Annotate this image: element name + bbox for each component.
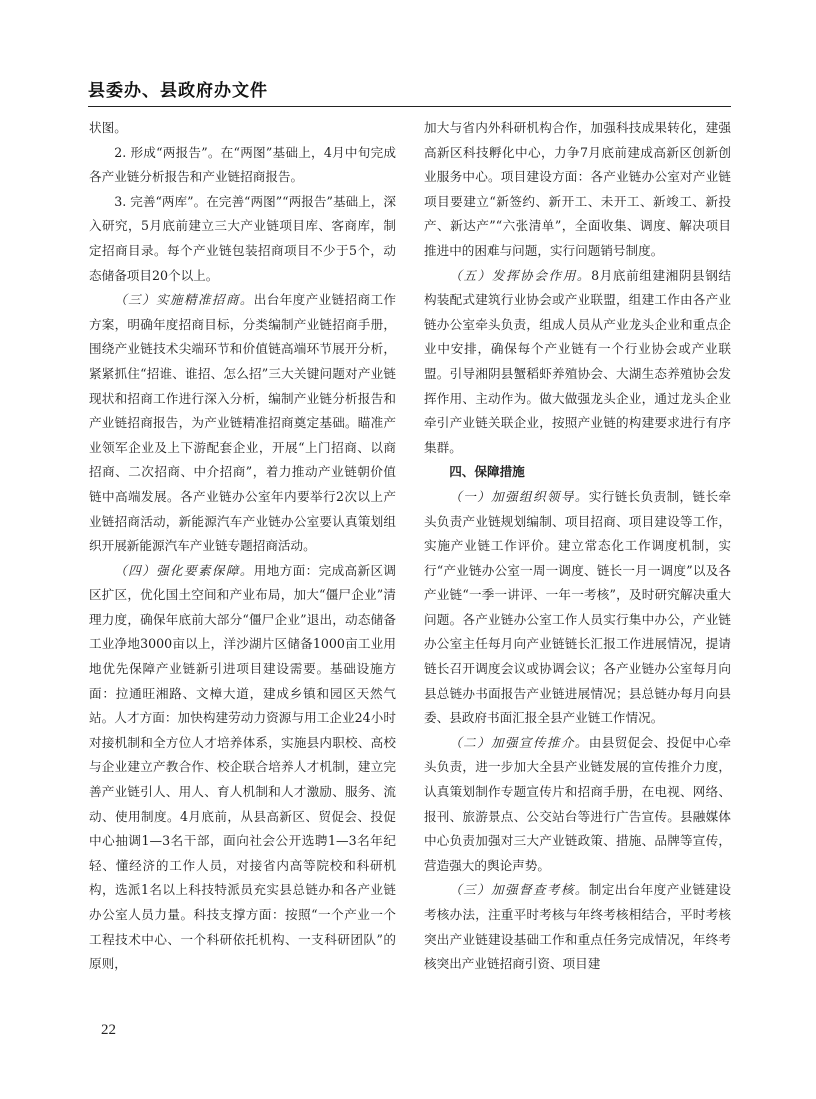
right-text-column bbox=[424, 116, 731, 1026]
paragraph-text: 状图。 bbox=[89, 120, 127, 135]
paragraph-text: 出台年度产业链招商工作方案，明确年度招商目标，分类编制产业链招商手册，围绕产业链技术尖端环节和价值链高端环节展开分析，紧紧抓住“招谁、谁招、怎么招”三大关键问题对产业链现状和招商工作进行深入分析，编制产业链分析报告和产业链招商报告，为产业链精准招商奠定基础。瞄准产业领军企业及上下游配套企业，开展“上门招商、以商招商、二次招商、中介招商”，着力推动产业链朝价值链中高端发展。各产业链办公室年内要举行2次以上产业链招商活动，新能源汽车产业链办公室要认真策划组织开展新能源汽车产业链专题招商活动。 bbox=[89, 292, 396, 554]
paragraph-text: 实行链长负责制，链长牵头负责产业链规划编制、项目招商、项目建设等工作，实施产业链工作评价。建立常态化工作调度机制，实行“产业链办公室一周一调度、链长一月一调度”以及各产业链“一季一讲评、一年一考核”，及时研究解决重大问题。各产业链办公室工作人员实行集中办公，产业链办公室主任每月向产业链链长汇报工作进展情况，提请链长召开调度会议或协调会议；各产业链办公室每月向县总链办书面报告产业链进展情况；县总链办每月向县委、县政府书面汇报全县产业链工作情况。 bbox=[424, 488, 731, 726]
page-number: 22 bbox=[101, 1022, 116, 1038]
section-heading: 四、保障措施 bbox=[449, 464, 525, 480]
body-paragraph bbox=[424, 485, 731, 731]
document-header-title: 县委办、县政府办文件 bbox=[88, 81, 268, 101]
subsection-lead: （一）加强组织领导。 bbox=[449, 488, 589, 504]
body-paragraph bbox=[89, 559, 396, 977]
paragraph-text: 加大与省内外科研机构合作，加强科技成果转化，建强高新区科技孵化中心，力争7月底前建成高新区创新创业服务中心。项目建设方面：各产业链办公室对产业链项目要建立“新签约、新开工、未开工、新竣工、新投产、新达产”“六张清单”，全面收集、调度、解决项目推进中的困难与问题，实行问题销号制度。 bbox=[424, 120, 731, 258]
body-paragraph bbox=[89, 288, 396, 559]
paragraph-text: 由县贸促会、投促中心牵头负责，进一步加大全县产业链发展的宣传推介力度，认真策划制作专题宣传片和招商手册，在电视、网络、报刊、旅游景点、公交站台等进行广告宣传。县融媒体中心负责加强对三大产业链政策、措施、品牌等宣传，营造强大的舆论声势。 bbox=[424, 734, 731, 873]
paragraph-text: 8月底前组建湘阴县钢结构装配式建筑行业协会或产业联盟，组建工作由各产业链办公室牵头负责，组成人员从产业龙头企业和重点企业中安排，确保每个产业链有一个行业协会或产业联盟。引导湘阴县蟹稻虾养殖协会、大湖生态养殖协会发挥作用、主动作为。做大做强龙头企业，通过龙头企业牵引产业链关联企业，按照产业链的构建要求进行有序集群。 bbox=[424, 267, 731, 455]
subsection-lead: （五）发挥协会作用。 bbox=[449, 267, 592, 283]
body-paragraph bbox=[424, 731, 731, 879]
body-paragraph bbox=[89, 116, 396, 141]
body-paragraph bbox=[89, 190, 396, 288]
subsection-lead: （二）加强宣传推介。 bbox=[449, 734, 589, 750]
left-text-column bbox=[89, 116, 396, 1026]
paragraph-text: 用地方面：完成高新区调区扩区，优化国土空间和产业布局，加大“僵尸企业”清理力度，确保年底前大部分“僵尸企业”退出，动态储备工业净地3000亩以上，洋沙湖片区储备1000亩工业用地优先保障产业链新引进项目建设需要。基础设施方面：拉通旺湘路、文樟大道，建成乡镇和园区天然气站。人才方面：加快构建劳动力资源与用工企业24小时对接机制和全方位人才培养体系，实施县内职校、高校与企业建立产教合作、校企联合培养人才机制，建立完善产业链引人、用人、育人机制和人才激励、服务、流动、使用制度。4月底前，从县高新区、贸促会、投促中心抽调1—3名干部，面向社会公开选聘1—3名年纪轻、懂经济的工作人员，对接省内高等院校和科研机构，选派1名以上科技特派员充实县总链办和各产业链办公室人员力量。科技支撑方面：按照“一个产业一个工程技术中心、一个科研依托机构、一支科研团队”的原则， bbox=[89, 562, 396, 972]
subsection-lead: （三）实施精准招商。 bbox=[114, 292, 254, 308]
header-divider bbox=[88, 106, 731, 107]
paragraph-text: 2. 形成“两报告”。在“两图”基础上，4月中旬完成各产业链分析报告和产业链招商报告。 bbox=[89, 144, 396, 185]
body-paragraph bbox=[89, 141, 396, 190]
paragraph-text: 3. 完善“两库”。在完善“两图”“两报告”基础上，深入研究，5月底前建立三大产业链项目库、客商库，制定招商目录。每个产业链包装招商项目不少于5个，动态储备项目20个以上。 bbox=[89, 193, 396, 283]
body-paragraph bbox=[424, 116, 731, 264]
subsection-lead: （四）强化要素保障。 bbox=[114, 562, 254, 578]
body-paragraph bbox=[424, 878, 731, 976]
body-paragraph bbox=[424, 264, 731, 461]
subsection-lead: （三）加强督查考核。 bbox=[449, 882, 589, 898]
paragraph-text: 制定出台年度产业链建设考核办法，注重平时考核与年终考核相结合，平时考核突出产业链建设基础工作和重点任务完成情况，年终考核突出产业链招商引资、项目建 bbox=[424, 882, 731, 972]
